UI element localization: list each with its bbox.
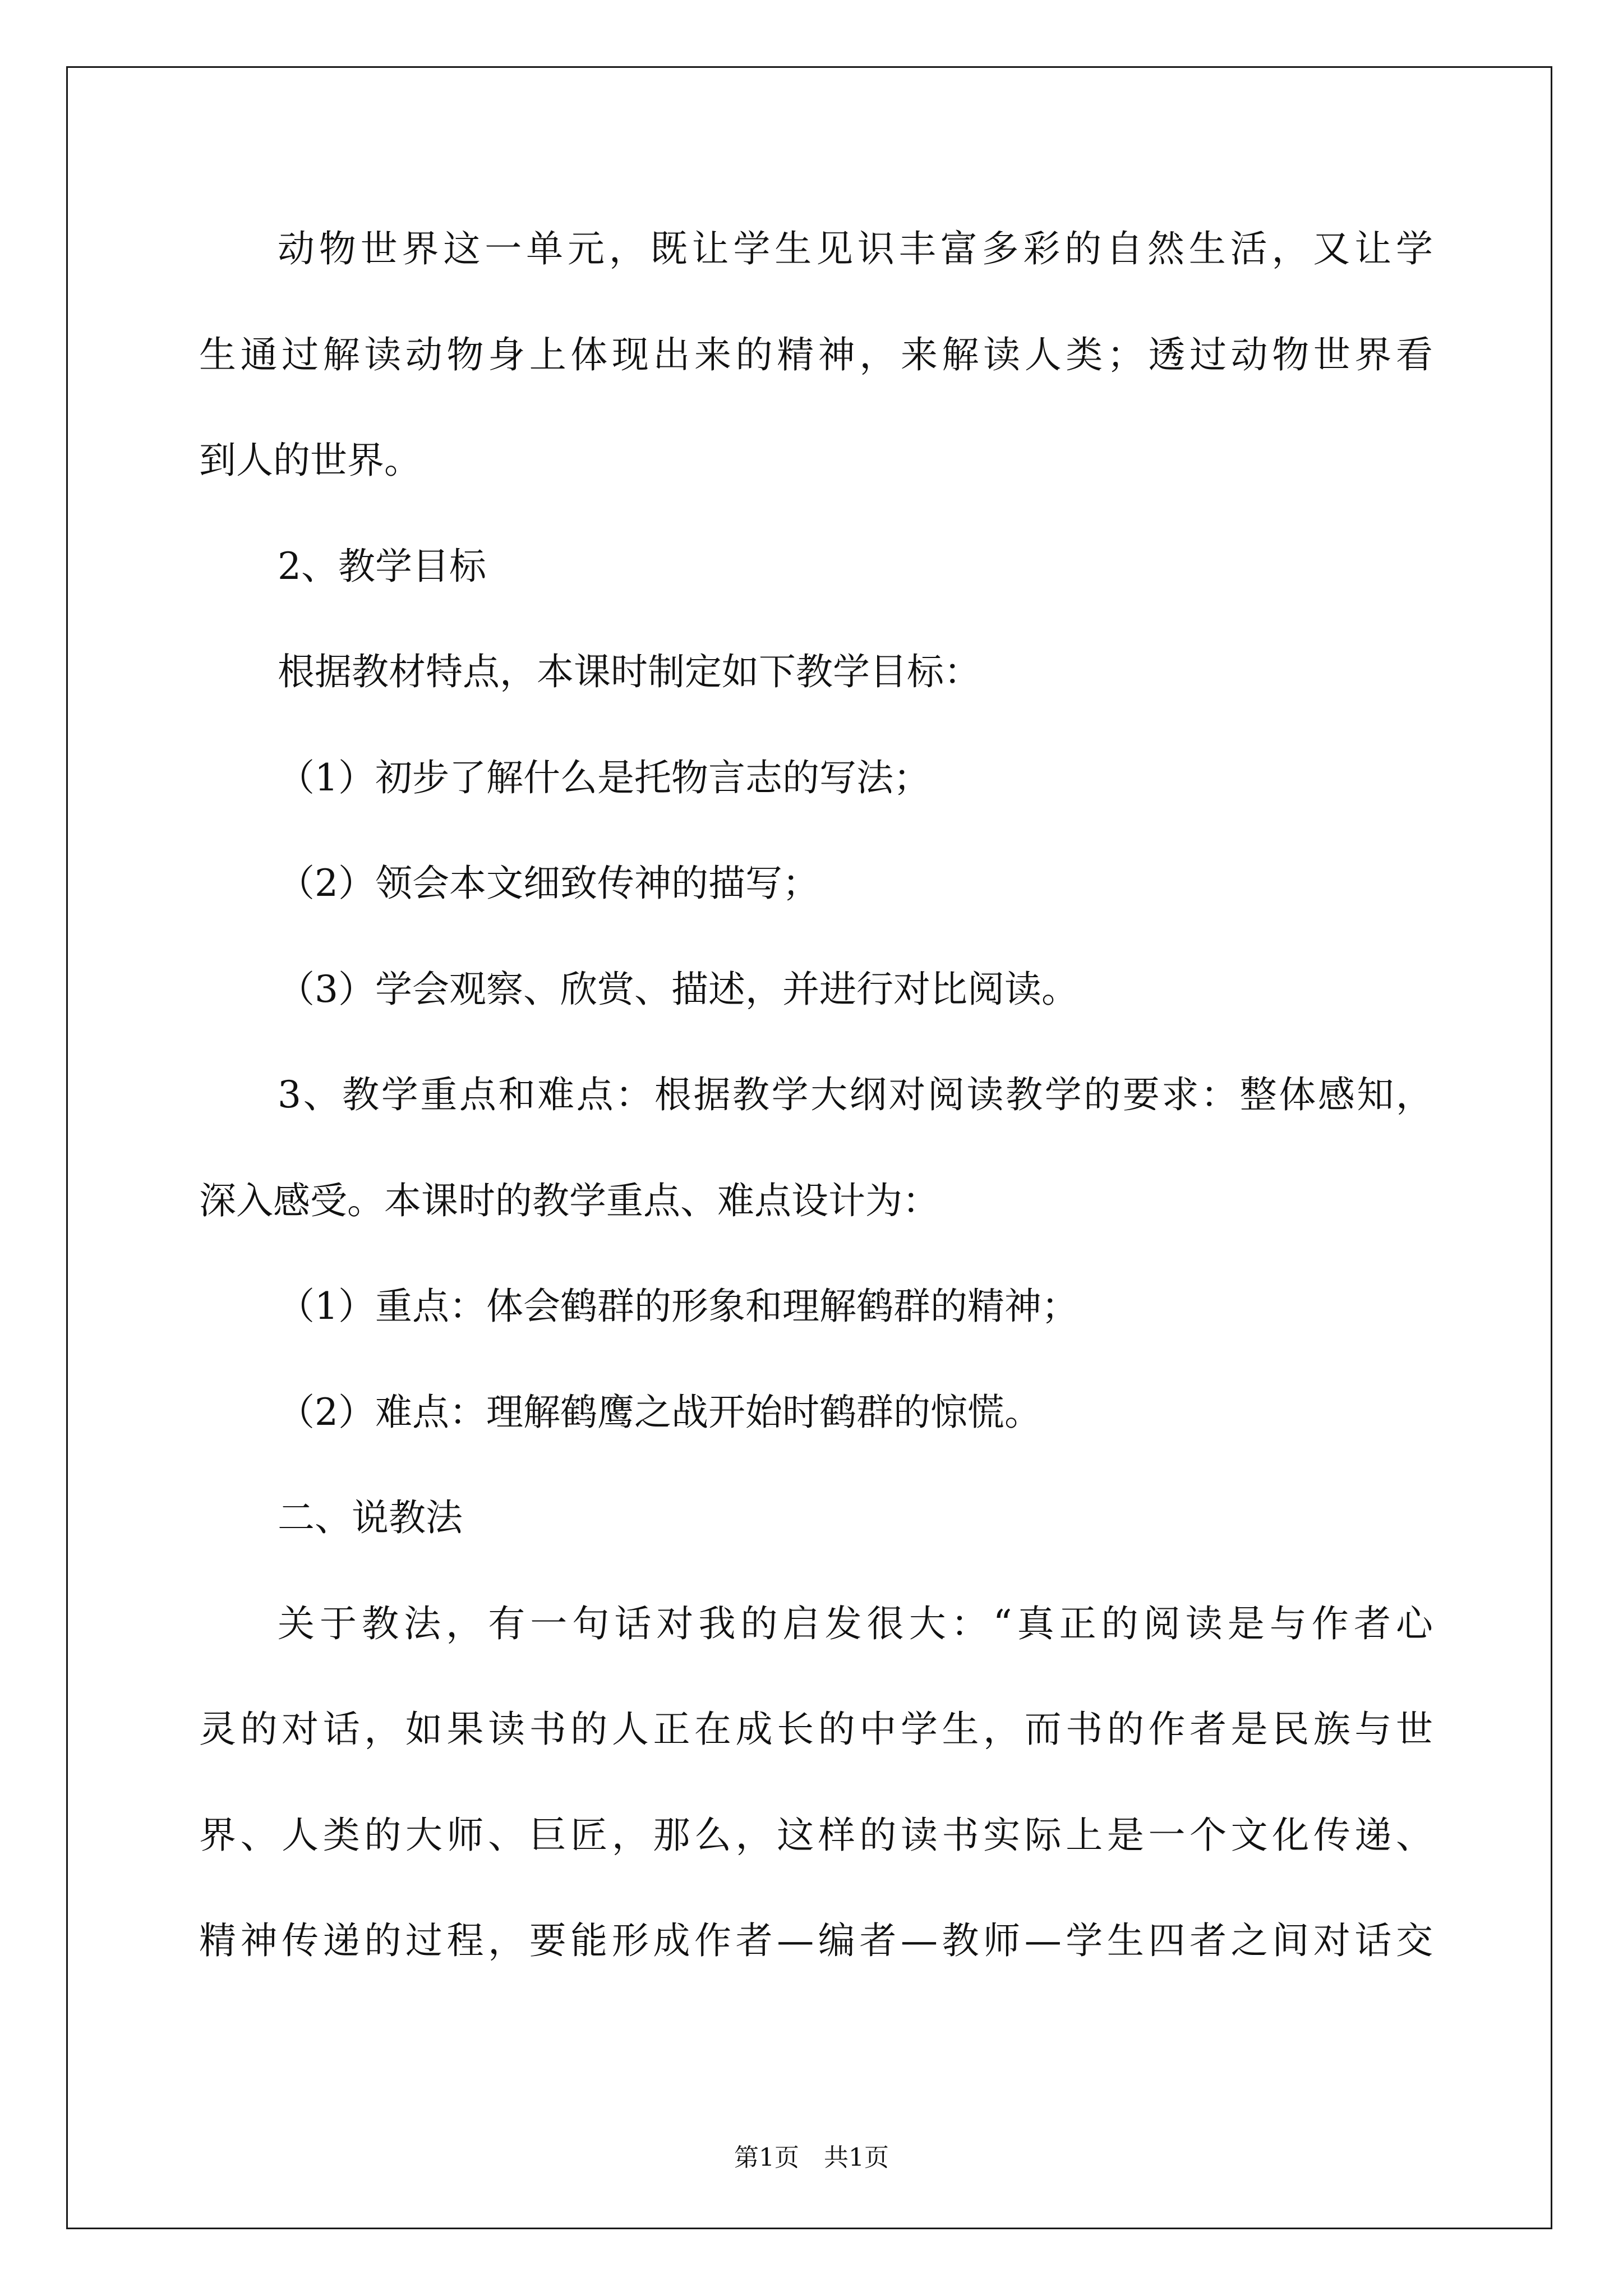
- text-line: 动物世界这一单元，既让学生见识丰富多彩的自然生活，又让学: [278, 227, 1433, 270]
- text-line: （1）初步了解什么是托物言志的写法；: [278, 756, 930, 799]
- text-line: 根据教材特点，本课时制定如下教学目标：: [278, 650, 981, 693]
- text-line: 灵的对话，如果读书的人正在成长的中学生，而书的作者是民族与世: [199, 1708, 1433, 1751]
- document-body: [199, 196, 1433, 1994]
- text-line: （2）难点：理解鹤鹰之战开始时鹤群的惊慌。: [278, 1390, 1041, 1434]
- text-line: 界、人类的大师、巨匠，那么，这样的读书实际上是一个文化传递、: [199, 1813, 1433, 1857]
- text-line: 深入感受。本课时的教学重点、难点设计为：: [199, 1179, 939, 1222]
- text-line: （3）学会观察、欣赏、描述，并进行对比阅读。: [278, 967, 1078, 1011]
- page-footer: 第1页 共1页: [734, 2143, 889, 2172]
- text-line: 生通过解读动物身上体现出来的精神，来解读人类；透过动物世界看: [199, 333, 1433, 376]
- text-line: （1）重点：体会鹤群的形象和理解鹤群的精神；: [278, 1285, 1078, 1328]
- text-line: 2、教学目标: [278, 544, 486, 588]
- text-line: 二、说教法: [278, 1496, 463, 1539]
- text-line: 到人的世界。: [199, 439, 421, 482]
- text-line: 精神传递的过程，要能形成作者—编者—教师—学生四者之间对话交: [199, 1919, 1433, 1962]
- text-line: （2）领会本文细致传神的描写；: [278, 862, 819, 905]
- text-line: 3、教学重点和难点：根据教学大纲对阅读教学的要求：整体感知，: [278, 1073, 1433, 1116]
- text-line: 关于教法，有一句话对我的启发很大：“真正的阅读是与作者心: [278, 1602, 1433, 1645]
